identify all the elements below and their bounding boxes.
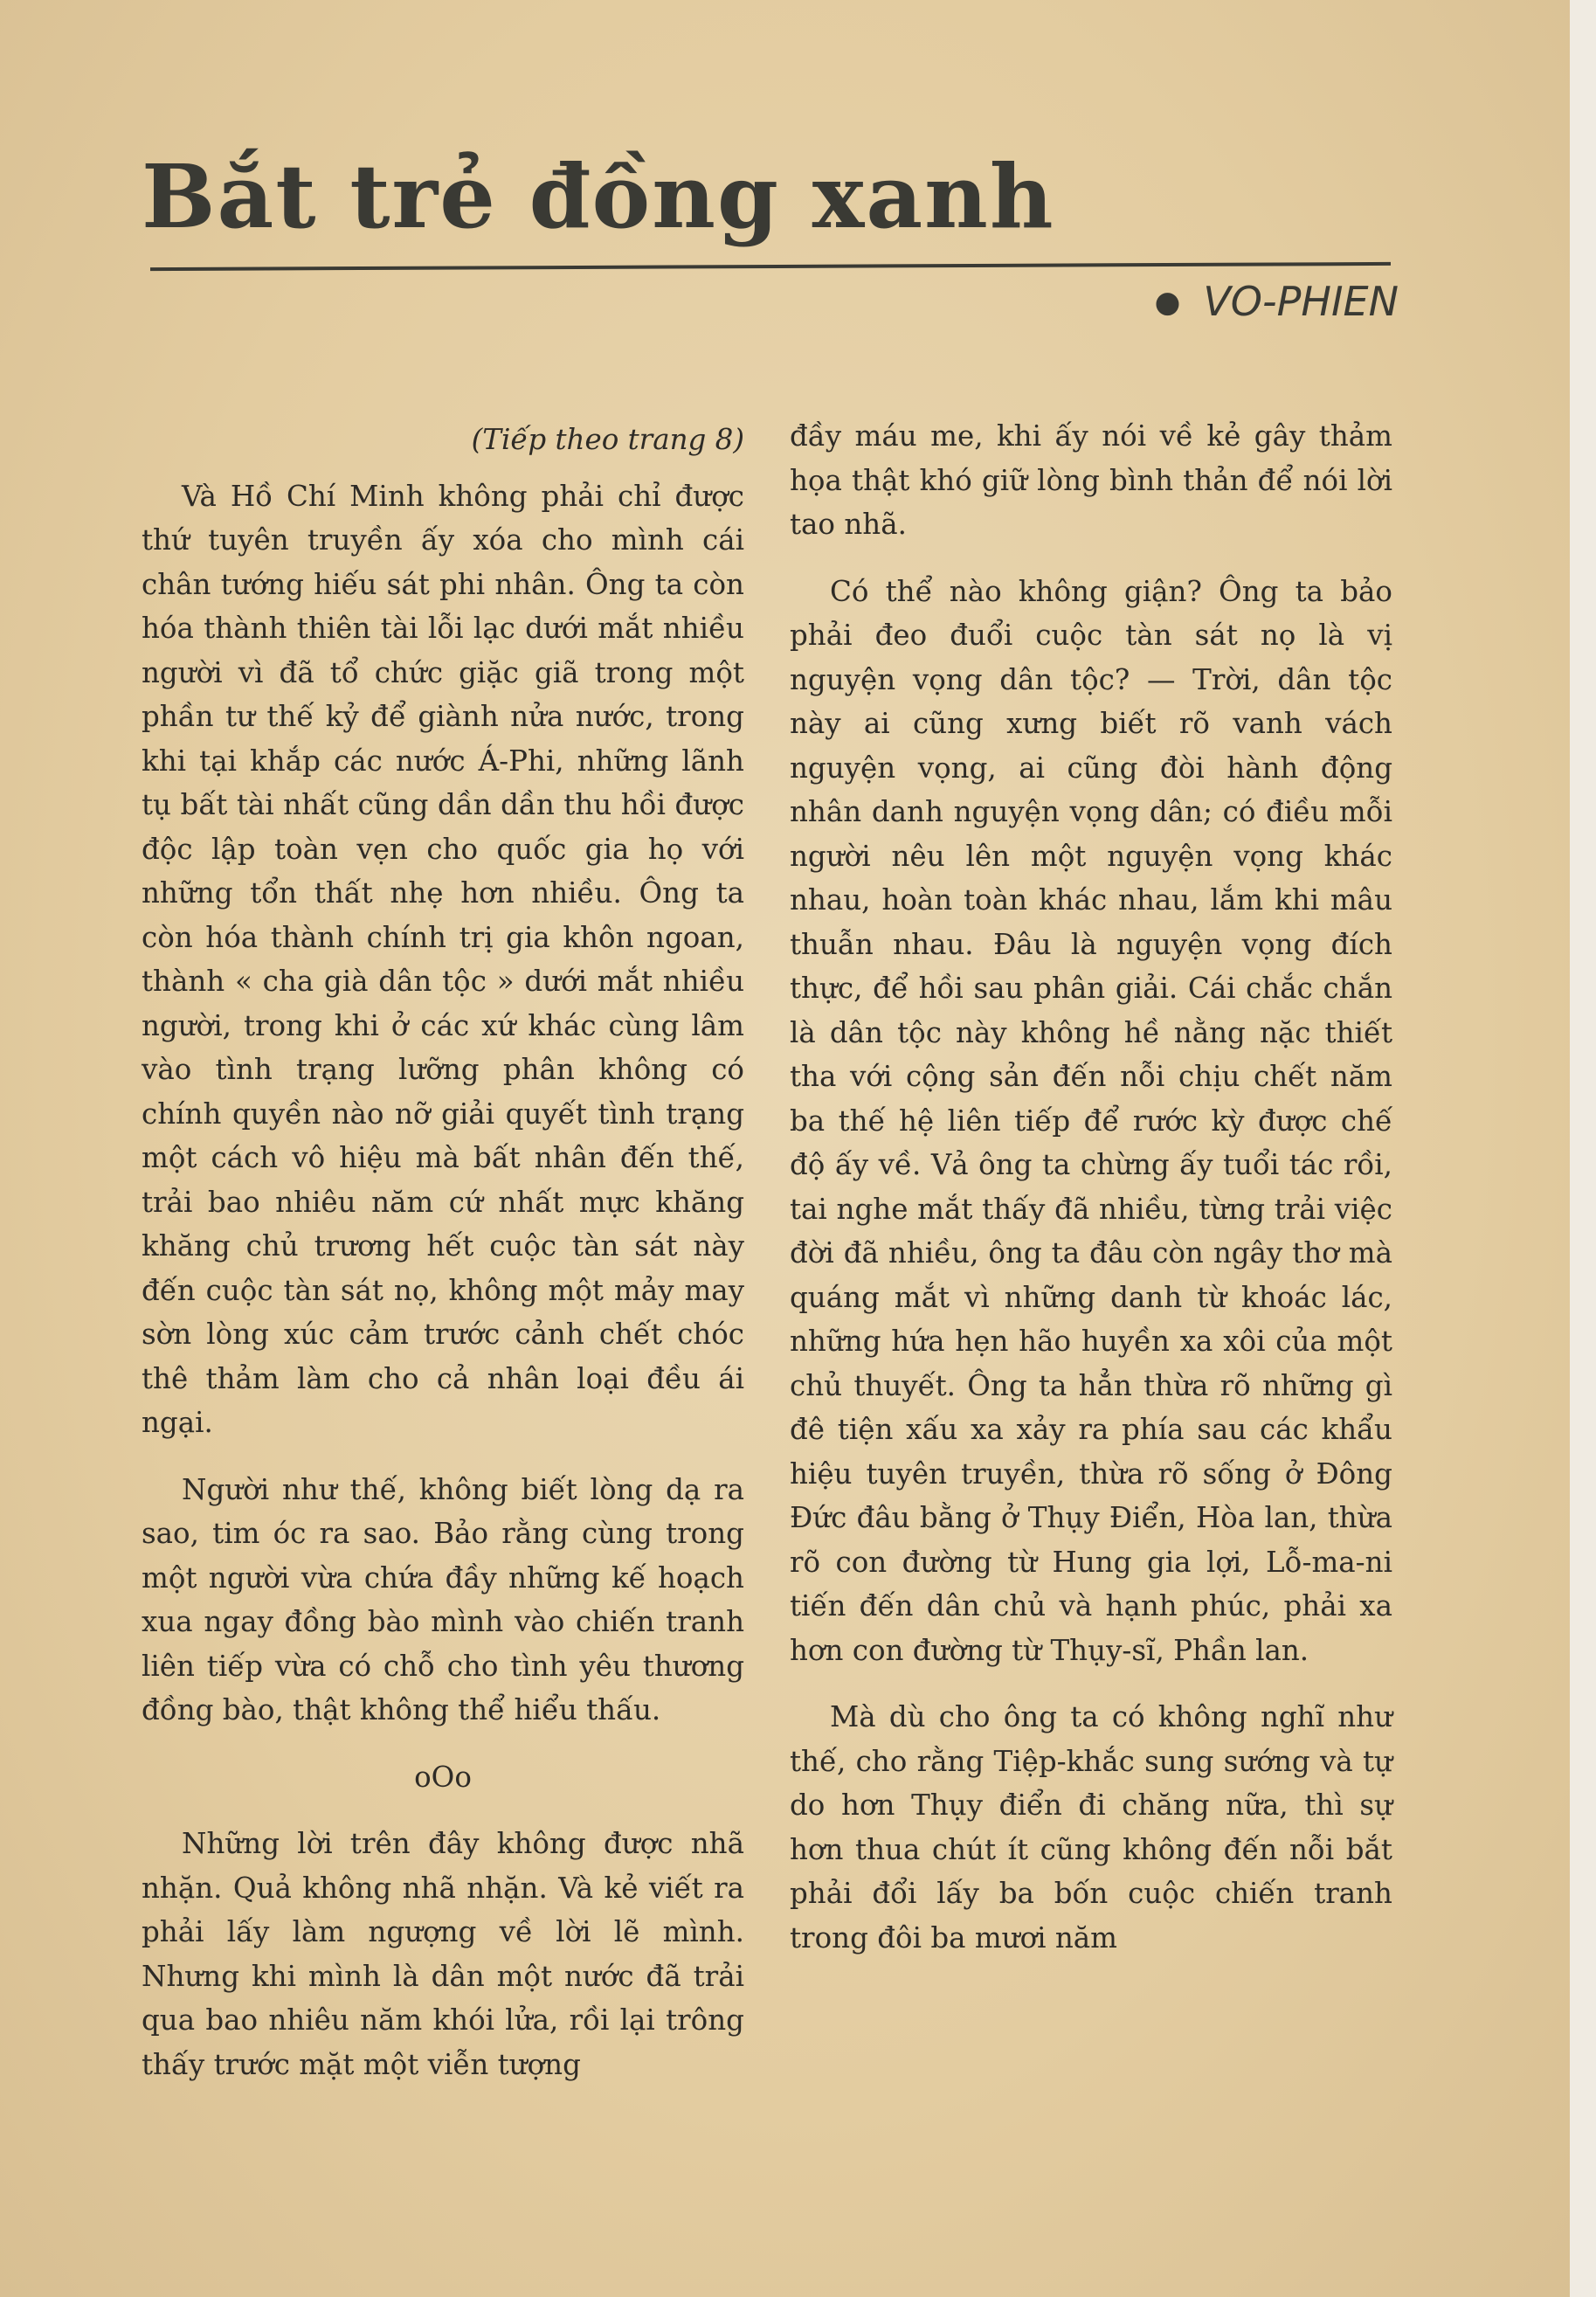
paragraph: đầy máu me, khi ấy nói về kẻ gây thảm họa thật khó giữ lòng bình thản để nói lời tao nhã.: [790, 419, 1392, 541]
page-edge: [1570, 0, 1596, 2297]
paragraph: Có thể nào không giận? Ông ta bảo phải đeo đuổi cuộc tàn sát nọ là vị nguyện vọng dân tộc? — Trời, dân tộc này ai cũng xưng biết rõ vanh vách nguyện vọng, ai cũng đòi hành động nhân danh nguyện vọng dân; có điều mỗi người nêu lên một nguyện vọng khác nhau, hoàn toàn khác nhau, lắm khi mâu thuẫn nhau. Đâu là nguyện vọng đích thực, để hồi sau phân giải. Cái chắc chắn là dân tộc này không hề nằng nặc thiết tha với cộng sản đến nỗi chịu chết năm ba thế hệ liên tiếp để rước kỳ được chế độ ấy về. Vả ông ta chừng ấy tuổi tác rồi, tai nghe mắt thấy đã nhiều, từng trải việc đời đã nhiều, ông ta đâu còn ngây thơ mà quáng mắt vì những danh từ khoác lác, những hứa hẹn hão huyền xa xôi của một chủ thuyết. Ông ta hẳn thừa rõ những gì đê tiện xấu xa xảy ra phía sau các khẩu hiệu tuyên truyền, thừa rõ sống ở Đông Đức đâu bằng ở Thụy Điển, Hòa lan, thừa rõ con đường từ Hung gia lợi, Lỗ-ma-ni tiến đến dân chủ và hạnh phúc, phải xa hơn con đường từ Thụy-sĩ, Phần lan.: [790, 574, 1392, 1667]
title-rule: [150, 262, 1391, 271]
right-column: [790, 414, 1392, 1982]
paragraph: Mà dù cho ông ta có không nghĩ như thế, cho rằng Tiệp-khắc sung sướng và tự do hơn Thụy điển đi chăng nữa, thì sự hơn thua chút ít cũng không đến nỗi bắt phải đổi lấy ba bốn cuộc chiến tranh trong đôi ba mươi năm: [790, 1700, 1392, 1955]
paragraph: Và Hồ Chí Minh không phải chỉ được thứ tuyên truyền ấy xóa cho mình cái chân tướng hiếu sát phi nhân. Ông ta còn hóa thành thiên tài lỗi lạc dưới mắt nhiều người vì đã tổ chức giặc giã trong một phần tư thế kỷ để giành nửa nước, trong khi tại khắp các nước Á-Phi, những lãnh tụ bất tài nhất cũng dần dần thu hồi được độc lập toàn vẹn cho quốc gia họ với những tổn thất nhẹ hơn nhiều. Ông ta còn hóa thành chính trị gia khôn ngoan, thành « cha già dân tộc » dưới mắt nhiều người, trong khi ở các xứ khác cùng lâm vào tình trạng lưỡng phân không có chính quyền nào nỡ giải quyết tình trạng một cách vô hiệu mà bất nhân đến thế, trải bao nhiêu năm cứ nhất mực khăng khăng chủ trương hết cuộc tàn sát này đến cuộc tàn sát nọ, không một mảy may sờn lòng xúc cảm trước cảnh chết chóc thê thảm làm cho cả nhân loại đều ái ngại.: [142, 479, 744, 1439]
author-name: VO-PHIEN: [1203, 278, 1399, 325]
section-separator: oOo: [414, 1760, 472, 1794]
left-column: [142, 418, 744, 2109]
continued-note: (Tiếp theo trang 8): [471, 423, 744, 456]
article-title: Bắt trẻ đồng xanh: [142, 145, 1055, 248]
paragraph: Những lời trên đây không được nhã nhặn. Quả không nhã nhặn. Và kẻ viết ra phải lấy làm ngượng về lời lẽ mình. Nhưng khi mình là dân một nước đã trải qua bao nhiêu năm khói lửa, rồi lại trông thấy trước mặt một viễn tượng: [142, 1827, 744, 2081]
bullet-icon: ●: [1154, 285, 1181, 320]
author-byline: [1155, 278, 1399, 325]
paragraph: Người như thế, không biết lòng dạ ra sao, tim óc ra sao. Bảo rằng cùng trong một người vừa chứa đầy những kế hoạch xua ngay đồng bào mình vào chiến tranh liên tiếp vừa có chỗ cho tình yêu thương đồng bào, thật không thể hiểu thấu.: [142, 1472, 744, 1726]
